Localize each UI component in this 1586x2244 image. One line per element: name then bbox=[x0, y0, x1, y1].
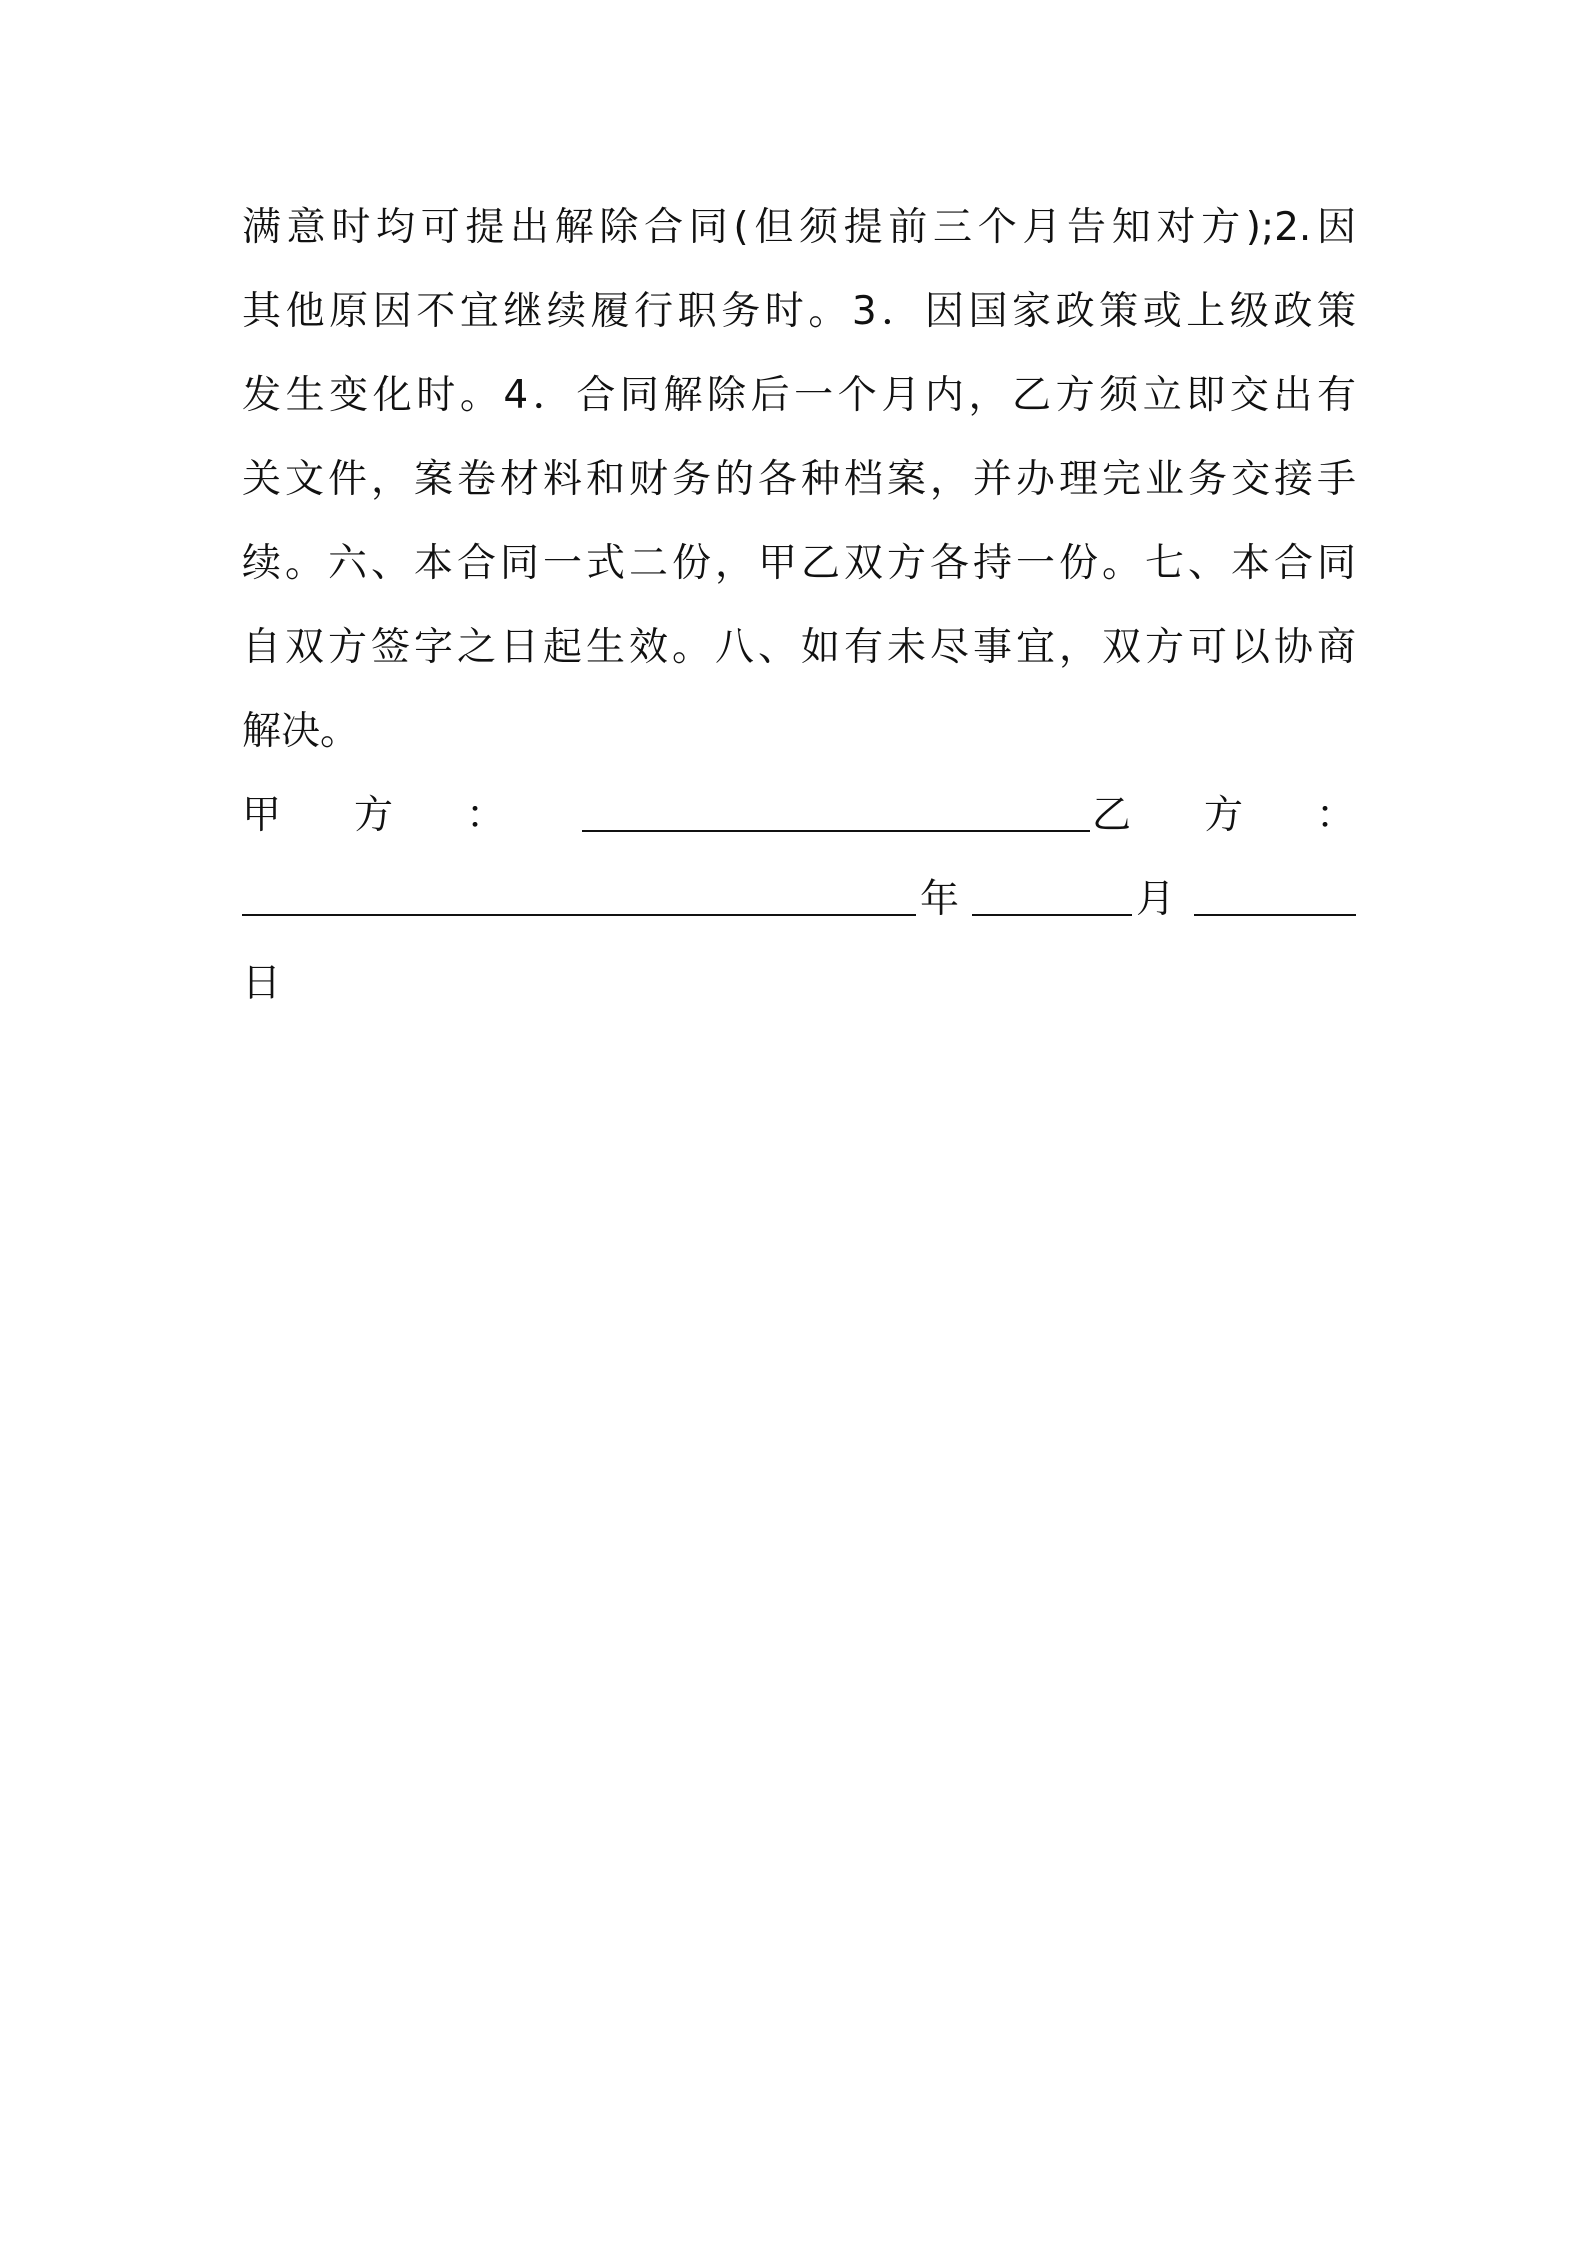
party-a-label-char: 方 bbox=[354, 793, 394, 838]
signature-row-day bbox=[242, 942, 1356, 1026]
date-day-blank[interactable] bbox=[1194, 914, 1356, 916]
date-month-label: 月 bbox=[1136, 877, 1176, 922]
body-line: 自双方签字之日起生效。八、如有未尽事宜，双方可以协商 bbox=[242, 625, 1356, 670]
body-line: 满意时均可提出解除合同(但须提前三个月告知对方);2.因 bbox=[242, 205, 1356, 250]
body-line: 其他原因不宜继续履行职务时。3．因国家政策或上级政策 bbox=[242, 289, 1356, 334]
body-line: 解决。 bbox=[242, 709, 360, 754]
party-b-colon: ： bbox=[1316, 793, 1356, 838]
party-a-label-char: 甲 bbox=[242, 793, 282, 838]
party-b-label-char: 乙 bbox=[1092, 793, 1132, 838]
signature-row-date bbox=[242, 858, 1356, 942]
party-b-signature-blank[interactable] bbox=[242, 914, 916, 916]
party-a-colon: ： bbox=[466, 793, 506, 838]
body-line: 续。六、本合同一式二份，甲乙双方各持一份。七、本合同 bbox=[242, 541, 1356, 586]
date-year-label: 年 bbox=[920, 877, 960, 922]
date-month-blank[interactable] bbox=[972, 914, 1132, 916]
party-b-label-char: 方 bbox=[1204, 793, 1244, 838]
signature-row-parties bbox=[242, 774, 1356, 858]
date-day-label: 日 bbox=[242, 961, 282, 1006]
body-line: 发生变化时。4．合同解除后一个月内，乙方须立即交出有 bbox=[242, 373, 1356, 418]
body-line: 关文件，案卷材料和财务的各种档案，并办理完业务交接手 bbox=[242, 457, 1356, 502]
party-a-signature-blank[interactable] bbox=[582, 830, 1090, 832]
